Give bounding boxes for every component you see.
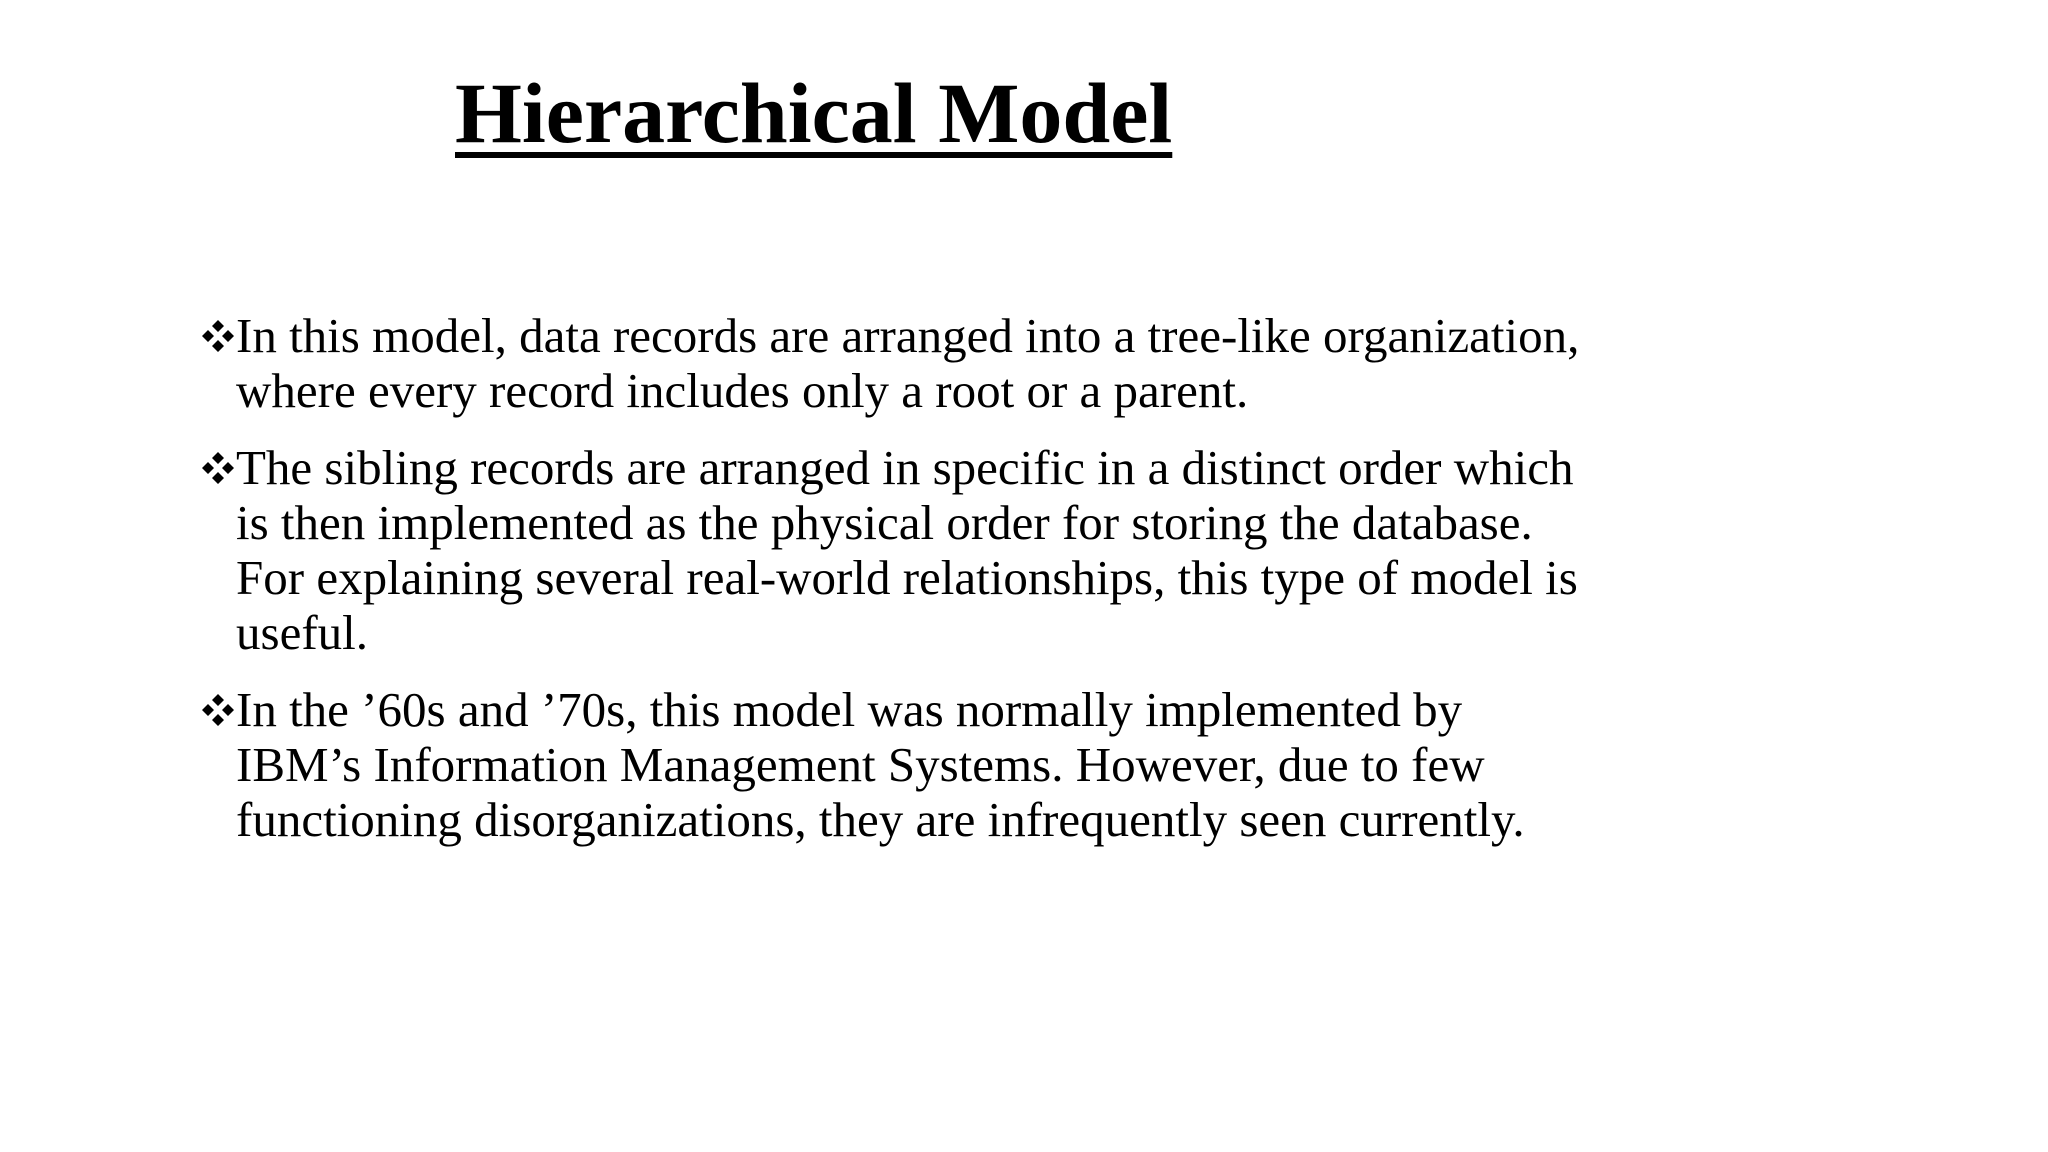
bullet-item	[200, 440, 1700, 660]
bullet-line: functioning disorganizations, they are infrequently seen currently.	[236, 792, 1525, 847]
bullet-line: The sibling records are arranged in specific in a distinct order which	[236, 440, 1574, 495]
bullet-item	[200, 308, 1700, 418]
bullet-line: useful.	[236, 605, 368, 660]
bullet-diamond-icon	[200, 450, 236, 486]
bullet-line: IBM’s Information Management Systems. However, due to few	[236, 737, 1485, 792]
slide-title: Hierarchical Model	[455, 65, 1173, 161]
bullet-item	[200, 682, 1700, 847]
bullet-diamond-icon	[200, 692, 236, 728]
bullet-line: is then implemented as the physical order for storing the database.	[236, 495, 1533, 550]
bullet-line: In this model, data records are arranged into a tree-like organization,	[236, 308, 1580, 363]
bullet-line: For explaining several real-world relationships, this type of model is	[236, 550, 1578, 605]
bullet-line: where every record includes only a root or a parent.	[236, 363, 1249, 418]
bullet-diamond-icon	[200, 318, 236, 354]
bullet-line: In the ’60s and ’70s, this model was normally implemented by	[236, 682, 1463, 737]
bullet-list	[200, 308, 1700, 869]
